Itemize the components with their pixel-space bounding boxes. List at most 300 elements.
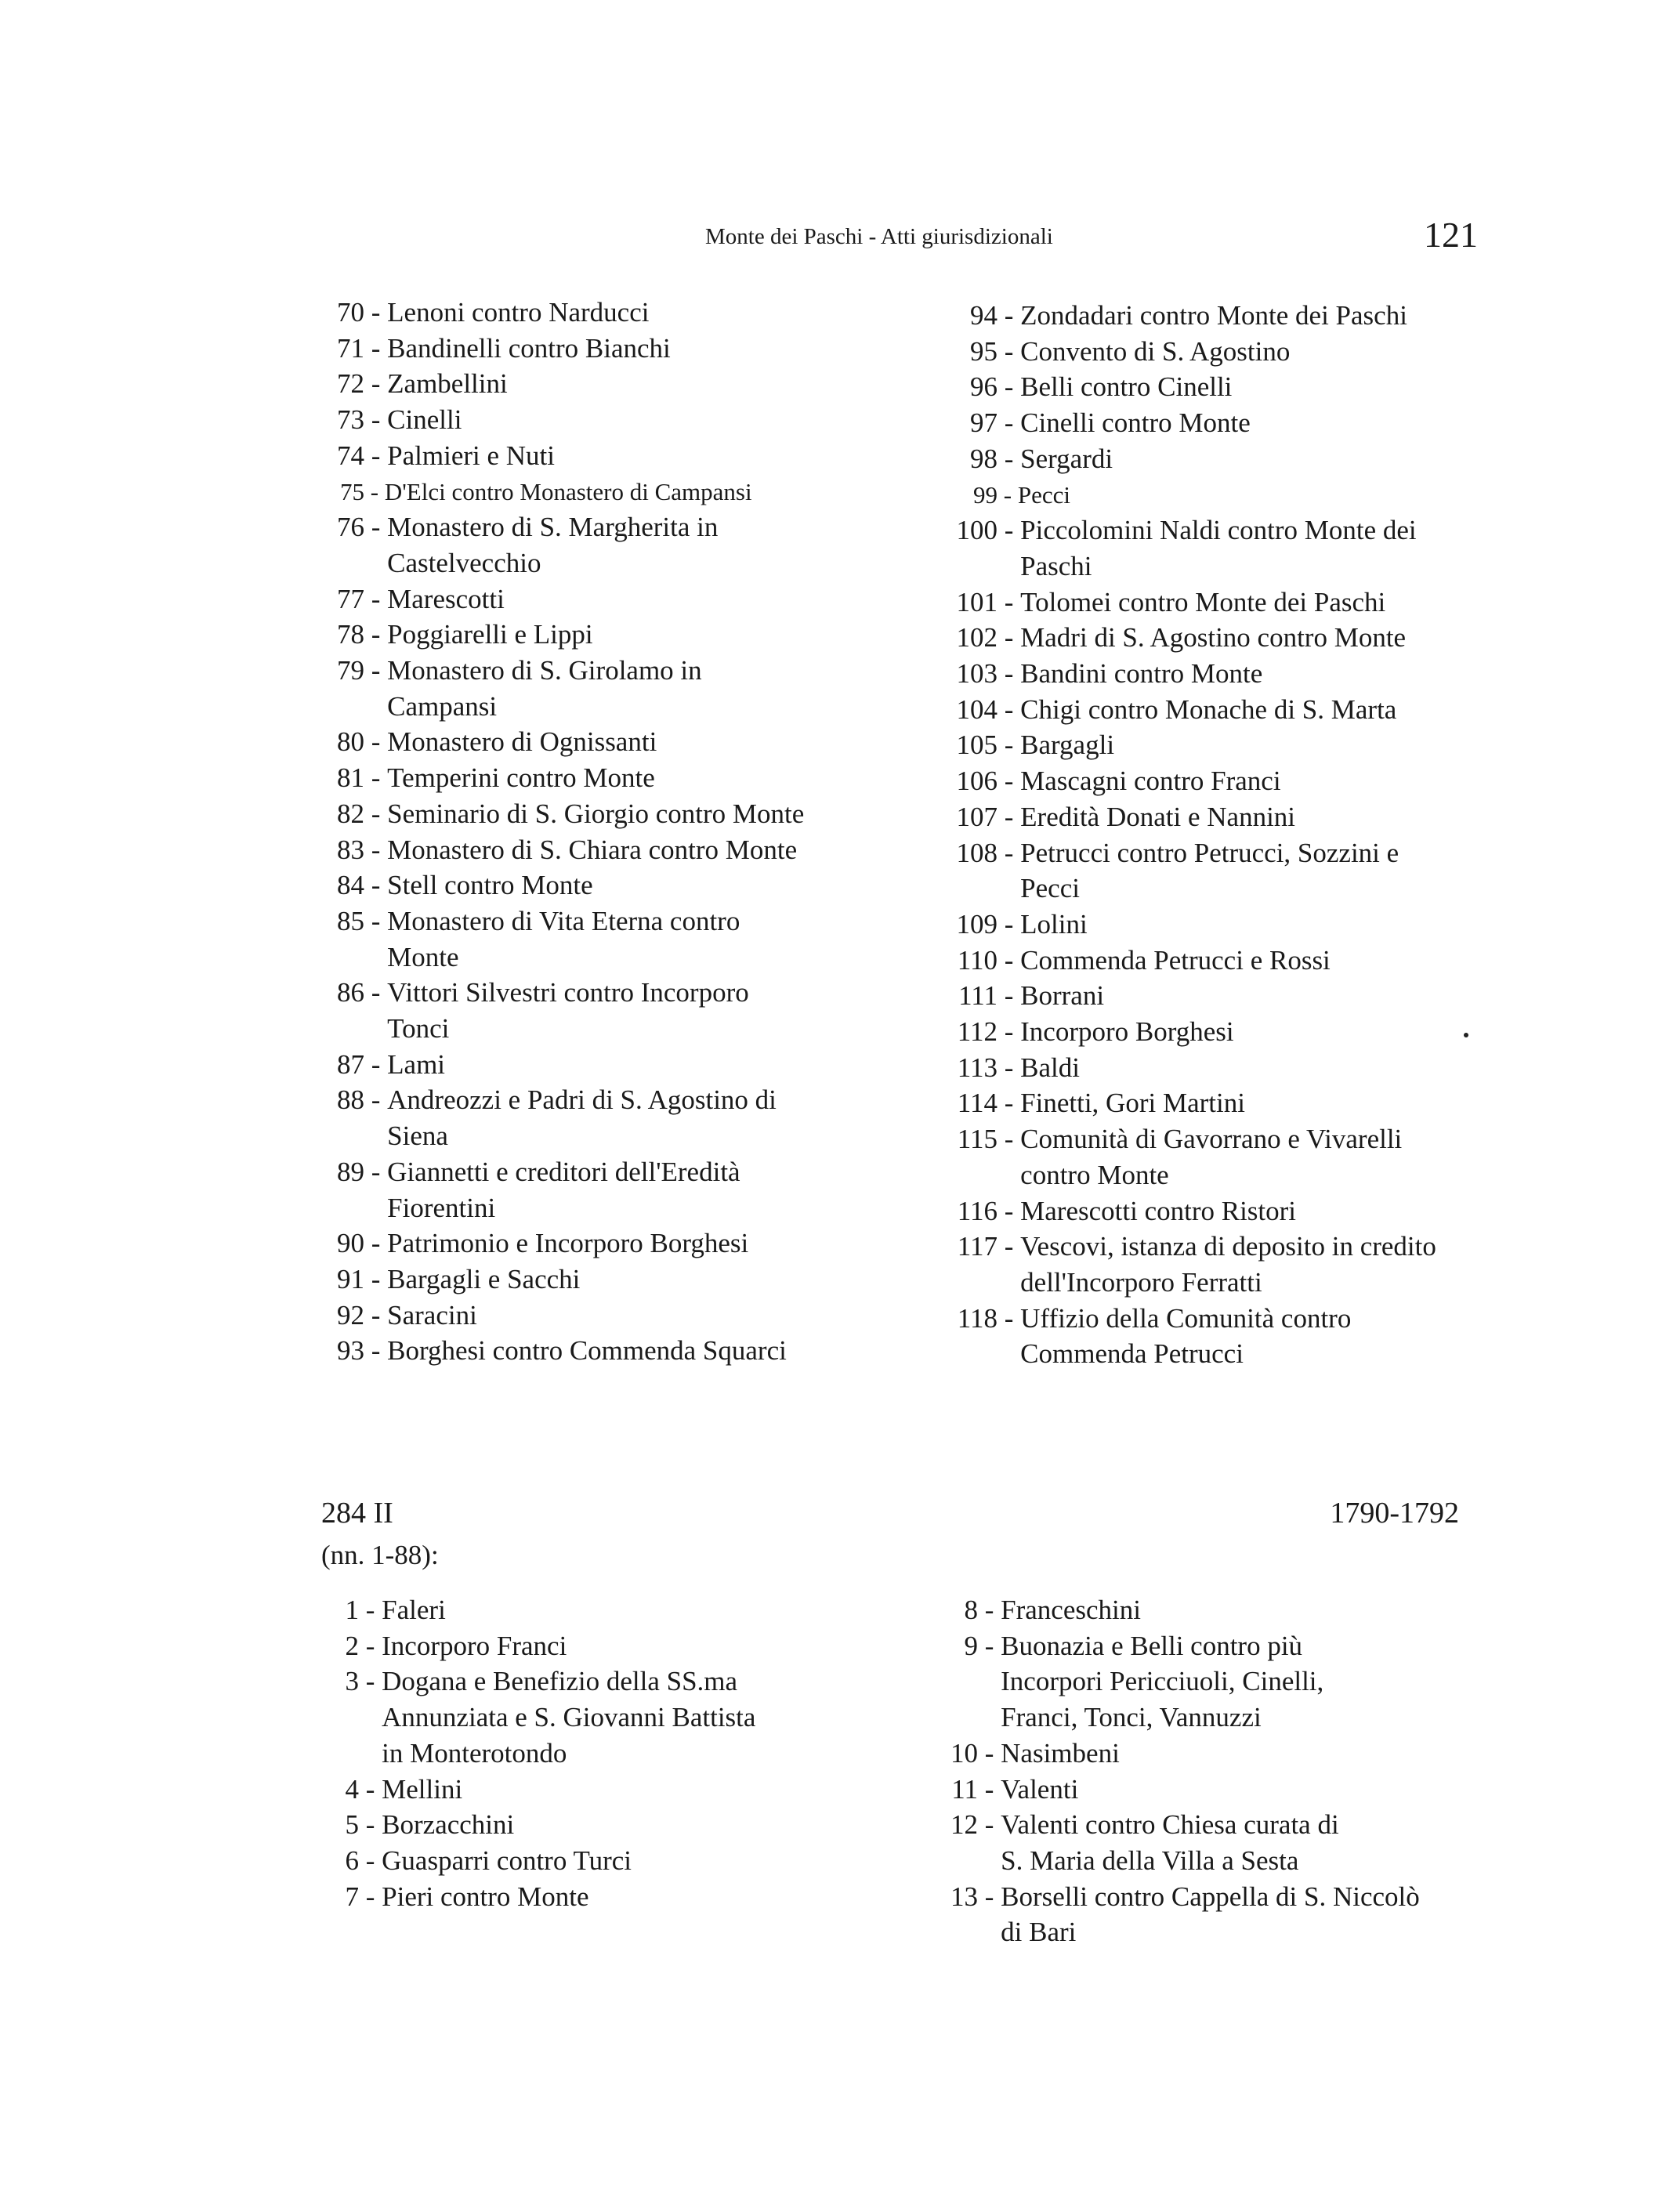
item-separator: - (364, 512, 388, 543)
item-line: Baldi (1020, 1052, 1080, 1083)
item-text (382, 1628, 878, 1664)
item-text (1020, 405, 1501, 441)
item-separator: - (998, 980, 1021, 1012)
item-separator: - (998, 766, 1021, 797)
item-line: Dogana e Benefizio della SS.ma (382, 1666, 738, 1697)
item-separator: - (364, 404, 388, 436)
item-line: Valenti (1001, 1773, 1079, 1805)
list-item (329, 1772, 878, 1808)
item-text (1020, 369, 1501, 405)
item-number: 70 (337, 297, 364, 328)
item-text (385, 474, 913, 510)
item-text (382, 1807, 878, 1843)
item-line: Bandini contro Monte (1020, 658, 1263, 690)
item-line: Pieri contro Monte (382, 1881, 589, 1912)
item-line: Annunziata e S. Giovanni Battista (382, 1702, 756, 1733)
item-text (1020, 298, 1501, 334)
list-item (936, 1193, 1501, 1229)
item-line: Monastero di S. Girolamo in (387, 655, 702, 686)
item-line: Tolomei contro Monte dei Paschi (1020, 586, 1386, 617)
item-separator: - (364, 1156, 388, 1187)
item-line: Franceschini (1001, 1595, 1141, 1625)
item-line: Giannetti e creditori dell'Eredità (387, 1156, 740, 1187)
item-line: Buonazia e Belli contro più (1001, 1630, 1303, 1661)
item-separator: - (359, 1595, 382, 1625)
item-line: Poggiarelli e Lippi (387, 619, 593, 650)
item-line: Valenti contro Chiesa curata di (1001, 1809, 1339, 1841)
item-number: 2 (345, 1630, 359, 1661)
item-text (387, 581, 913, 617)
item-separator: - (364, 762, 388, 794)
list-item (329, 1807, 878, 1843)
item-number: 87 (337, 1048, 364, 1080)
item-number: 98 (970, 443, 998, 474)
list-item (936, 1085, 1501, 1121)
item-line: Cinelli contro Monte (1020, 407, 1251, 439)
list-item (317, 832, 913, 868)
list-item (317, 474, 913, 510)
list-item (317, 867, 913, 903)
item-line: Borghesi contro Commenda Squarci (387, 1335, 787, 1367)
item-text (387, 1047, 913, 1083)
item-number: 72 (337, 368, 364, 400)
item-text (387, 760, 913, 796)
item-number: 106 (956, 766, 998, 797)
item-text (382, 1664, 878, 1771)
item-separator: - (998, 658, 1021, 690)
item-line: Siena (387, 1121, 448, 1152)
list-item (936, 727, 1501, 763)
item-separator: - (998, 371, 1021, 403)
item-separator: - (359, 1630, 382, 1661)
item-separator: - (998, 944, 1021, 976)
item-line: Incorpori Pericciuoli, Cinelli, (1001, 1666, 1324, 1697)
item-line: di Bari (1001, 1917, 1077, 1948)
item-separator: - (364, 1335, 388, 1367)
item-text (1001, 1592, 1512, 1628)
item-text (1001, 1772, 1512, 1808)
list-item (329, 1628, 878, 1664)
item-number: 94 (970, 300, 998, 331)
item-separator: - (364, 1048, 388, 1080)
item-number: 113 (957, 1052, 998, 1083)
item-number: 112 (957, 1016, 998, 1048)
item-separator: - (364, 1299, 388, 1331)
item-number: 1 (345, 1595, 359, 1625)
item-separator: - (998, 1231, 1021, 1262)
item-separator: - (359, 1809, 382, 1841)
item-text (382, 1879, 878, 1915)
list-item (317, 438, 913, 474)
item-line: Bargagli e Sacchi (387, 1263, 581, 1294)
list-item (317, 366, 913, 402)
item-number: 93 (337, 1335, 364, 1367)
item-text (1020, 1193, 1501, 1229)
list-item (936, 441, 1501, 477)
item-separator: - (998, 335, 1021, 367)
list-item (936, 334, 1501, 370)
item-number: 77 (337, 583, 364, 614)
item-text (387, 653, 913, 724)
item-line: Temperini contro Monte (387, 762, 655, 794)
item-separator: - (998, 801, 1021, 832)
item-separator: - (364, 1084, 388, 1116)
item-separator: - (364, 583, 388, 614)
item-text (1020, 1050, 1501, 1086)
list-item (329, 1592, 878, 1628)
item-line: Guasparri contro Turci (382, 1845, 632, 1876)
item-number: 111 (958, 980, 998, 1012)
item-number: 78 (337, 619, 364, 650)
item-text (1020, 727, 1501, 763)
item-line: Bandinelli contro Bianchi (387, 332, 671, 364)
item-line: Piccolomini Naldi contro Monte dei (1020, 515, 1417, 546)
item-number: 82 (337, 798, 364, 829)
item-number: 5 (345, 1809, 359, 1841)
list-item (936, 835, 1501, 907)
item-separator: - (364, 870, 388, 901)
item-line: Madri di S. Agostino contro Monte (1020, 622, 1407, 653)
item-separator: - (364, 368, 388, 400)
list-item (329, 1664, 878, 1771)
item-line: Incorporo Borghesi (1020, 1016, 1234, 1048)
item-number: 89 (337, 1156, 364, 1187)
item-number: 117 (957, 1231, 998, 1262)
item-text (387, 438, 913, 474)
item-separator: - (978, 1881, 1001, 1912)
list-item (936, 369, 1501, 405)
item-number: 13 (950, 1881, 978, 1912)
item-separator: - (978, 1773, 1001, 1805)
item-separator: - (998, 480, 1018, 509)
item-line: Belli contro Cinelli (1020, 371, 1233, 403)
item-text (387, 1154, 913, 1226)
item-separator: - (978, 1737, 1001, 1769)
item-text (387, 366, 913, 402)
item-separator: - (364, 477, 385, 505)
list-item (317, 617, 913, 653)
item-line: Incorporo Franci (382, 1630, 567, 1661)
list-item (948, 1736, 1512, 1772)
item-line: contro Monte (1020, 1159, 1169, 1190)
item-number: 100 (956, 515, 998, 546)
item-line: Zambellini (387, 368, 508, 400)
item-text (1001, 1879, 1512, 1950)
list-item (317, 1154, 913, 1226)
item-separator: - (998, 1088, 1021, 1119)
list-item (936, 1050, 1501, 1086)
item-text (1020, 441, 1501, 477)
item-number: 109 (956, 908, 998, 940)
item-text (387, 724, 913, 760)
item-text (1018, 477, 1501, 513)
item-number: 80 (337, 726, 364, 758)
list-item (317, 1262, 913, 1298)
item-text (1020, 978, 1501, 1014)
list-item (317, 975, 913, 1046)
item-separator: - (364, 297, 388, 328)
item-separator: - (359, 1773, 382, 1805)
item-number: 103 (956, 658, 998, 690)
item-text (1001, 1807, 1512, 1878)
item-text (1020, 1301, 1501, 1372)
item-text (387, 903, 913, 975)
list-item (936, 978, 1501, 1014)
item-text (387, 295, 913, 331)
item-line: Monte (387, 941, 459, 972)
item-number: 95 (970, 335, 998, 367)
list-item (317, 581, 913, 617)
item-line: Fiorentini (387, 1192, 496, 1223)
item-separator: - (978, 1595, 1001, 1625)
item-line: Comunità di Gavorrano e Vivarelli (1020, 1124, 1403, 1155)
item-separator: - (364, 1228, 388, 1259)
item-separator: - (998, 586, 1021, 617)
item-line: Bargagli (1020, 730, 1115, 761)
item-number: 71 (337, 332, 364, 364)
item-separator: - (998, 693, 1021, 725)
item-text (387, 402, 913, 438)
item-line: in Monterotondo (382, 1737, 567, 1769)
item-line: Monastero di S. Chiara contro Monte (387, 834, 798, 865)
item-number: 73 (337, 404, 364, 436)
item-text (382, 1843, 878, 1879)
item-text (387, 1333, 913, 1369)
item-line: Vittori Silvestri contro Incorporo (387, 977, 749, 1008)
list-item (936, 692, 1501, 728)
item-number: 107 (956, 801, 998, 832)
item-number: 104 (956, 693, 998, 725)
item-separator: - (998, 908, 1021, 940)
item-number: 99 (973, 480, 998, 509)
item-separator: - (359, 1666, 382, 1697)
item-separator: - (364, 1263, 388, 1294)
item-number: 114 (957, 1088, 998, 1119)
item-line: Borrani (1020, 980, 1105, 1012)
item-line: Franci, Tonci, Vannuzzi (1001, 1702, 1262, 1733)
item-separator: - (998, 300, 1021, 331)
item-line: S. Maria della Villa a Sesta (1001, 1845, 1299, 1876)
item-text (1001, 1628, 1512, 1736)
item-text (1020, 1121, 1501, 1193)
item-separator: - (364, 977, 388, 1008)
item-number: 9 (964, 1630, 978, 1661)
item-separator: - (998, 1195, 1021, 1226)
item-line: Tonci (387, 1013, 450, 1045)
item-line: Faleri (382, 1595, 446, 1625)
item-number: 110 (957, 944, 998, 976)
item-line: Petrucci contro Petrucci, Sozzini e (1020, 837, 1399, 868)
unit-years: 1790-1792 (1330, 1497, 1459, 1530)
item-text (1020, 763, 1501, 799)
list-item (317, 1226, 913, 1262)
item-line: Marescotti contro Ristori (1020, 1195, 1297, 1226)
item-text (387, 1262, 913, 1298)
item-number: 88 (337, 1084, 364, 1116)
section-a-left-list (317, 295, 913, 1369)
list-item (948, 1772, 1512, 1808)
item-line: Lami (387, 1048, 446, 1080)
list-item (948, 1592, 1512, 1628)
item-line: Convento di S. Agostino (1020, 335, 1291, 367)
item-line: Lenoni contro Narducci (387, 297, 650, 328)
list-item (936, 799, 1501, 835)
item-line: Vescovi, istanza di deposito in credito (1020, 1231, 1436, 1262)
item-text (1020, 1014, 1501, 1050)
list-item (317, 402, 913, 438)
item-text (382, 1592, 878, 1628)
item-line: Borselli contro Cappella di S. Niccolò (1001, 1881, 1420, 1912)
item-number: 91 (337, 1263, 364, 1294)
item-line: Eredità Donati e Nannini (1020, 801, 1296, 832)
item-line: Monastero di Ognissanti (387, 726, 657, 758)
list-item (948, 1807, 1512, 1878)
list-item (936, 763, 1501, 799)
list-item (329, 1843, 878, 1879)
item-number: 102 (956, 622, 998, 653)
item-text (1020, 835, 1501, 907)
item-separator: - (364, 332, 388, 364)
item-line: Borzacchini (382, 1809, 515, 1841)
item-separator: - (998, 730, 1021, 761)
list-item (317, 1082, 913, 1153)
item-text (387, 617, 913, 653)
item-number: 6 (345, 1845, 359, 1876)
unit-range: (nn. 1-88): (321, 1540, 439, 1570)
item-text (1020, 907, 1501, 943)
section-a-right-list (936, 298, 1501, 1372)
item-separator: - (978, 1630, 1001, 1661)
list-item (936, 1121, 1501, 1193)
item-text (387, 796, 913, 832)
item-separator: - (359, 1881, 382, 1912)
item-separator: - (998, 837, 1021, 868)
item-line: Commenda Petrucci e Rossi (1020, 944, 1331, 976)
item-line: Andreozzi e Padri di S. Agostino di (387, 1084, 777, 1116)
item-number: 7 (345, 1881, 359, 1912)
item-number: 96 (970, 371, 998, 403)
item-number: 81 (337, 762, 364, 794)
list-item (936, 512, 1501, 584)
item-line: Zondadari contro Monte dei Paschi (1020, 300, 1407, 331)
item-number: 101 (956, 586, 998, 617)
item-line: Commenda Petrucci (1020, 1338, 1244, 1370)
list-item (936, 1014, 1501, 1050)
list-item (317, 1298, 913, 1334)
item-text (387, 975, 913, 1046)
item-number: 85 (337, 905, 364, 936)
item-line: Finetti, Gori Martini (1020, 1088, 1245, 1119)
item-number: 116 (957, 1195, 998, 1226)
list-item (317, 509, 913, 581)
item-line: Cinelli (387, 404, 462, 436)
item-line: Paschi (1020, 550, 1092, 581)
item-separator: - (364, 440, 388, 471)
item-line: Uffizio della Comunità contro (1020, 1302, 1352, 1334)
item-number: 83 (337, 834, 364, 865)
stray-dot (1464, 1033, 1468, 1037)
list-item (936, 298, 1501, 334)
item-line: Marescotti (387, 583, 505, 614)
item-text (382, 1772, 878, 1808)
item-number: 74 (337, 440, 364, 471)
list-item (317, 724, 913, 760)
list-item (948, 1879, 1512, 1950)
list-item (317, 796, 913, 832)
item-text (1020, 692, 1501, 728)
item-separator: - (998, 1052, 1021, 1083)
item-line: Saracini (387, 1299, 477, 1331)
item-text (387, 867, 913, 903)
list-item (317, 760, 913, 796)
item-number: 118 (957, 1302, 998, 1334)
item-line: Campansi (387, 690, 498, 722)
item-separator: - (978, 1809, 1001, 1841)
item-line: Sergardi (1020, 443, 1113, 474)
list-item (936, 620, 1501, 656)
list-item (936, 907, 1501, 943)
unit-number: 284 II (321, 1497, 393, 1530)
item-line: Seminario di S. Giorgio contro Monte (387, 798, 805, 829)
item-text (387, 832, 913, 868)
item-number: 3 (345, 1666, 359, 1697)
item-number: 75 (340, 477, 364, 505)
item-line: Stell contro Monte (387, 870, 593, 901)
item-separator: - (998, 1016, 1021, 1048)
item-number: 11 (951, 1773, 978, 1805)
item-line: dell'Incorporo Ferratti (1020, 1266, 1262, 1298)
item-text (1020, 1085, 1501, 1121)
list-item (948, 1628, 1512, 1736)
item-line: Mascagni contro Franci (1020, 766, 1281, 797)
item-number: 76 (337, 512, 364, 543)
item-separator: - (998, 407, 1021, 439)
list-item (936, 656, 1501, 692)
item-line: Monastero di S. Margherita in (387, 512, 719, 543)
section-b-left-list (329, 1592, 878, 1914)
item-text (1020, 943, 1501, 979)
item-number: 86 (337, 977, 364, 1008)
item-text (387, 1226, 913, 1262)
item-separator: - (364, 655, 388, 686)
item-separator: - (364, 905, 388, 936)
list-item (317, 653, 913, 724)
section-b-right-list (948, 1592, 1512, 1950)
item-separator: - (364, 798, 388, 829)
item-separator: - (364, 834, 388, 865)
list-item (317, 331, 913, 367)
item-number: 105 (956, 730, 998, 761)
item-separator: - (998, 515, 1021, 546)
item-line: Pecci (1017, 480, 1070, 509)
list-item (317, 1333, 913, 1369)
item-separator: - (998, 1124, 1021, 1155)
item-text (387, 509, 913, 581)
item-line: Castelvecchio (387, 547, 541, 578)
list-item (936, 1229, 1501, 1300)
item-number: 90 (337, 1228, 364, 1259)
item-number: 108 (956, 837, 998, 868)
item-line: Monastero di Vita Eterna contro (387, 905, 740, 936)
item-number: 97 (970, 407, 998, 439)
item-line: Nasimbeni (1001, 1737, 1120, 1769)
item-text (1020, 799, 1501, 835)
item-separator: - (998, 622, 1021, 653)
list-item (317, 295, 913, 331)
item-number: 115 (957, 1124, 998, 1155)
list-item (936, 477, 1501, 513)
item-number: 84 (337, 870, 364, 901)
